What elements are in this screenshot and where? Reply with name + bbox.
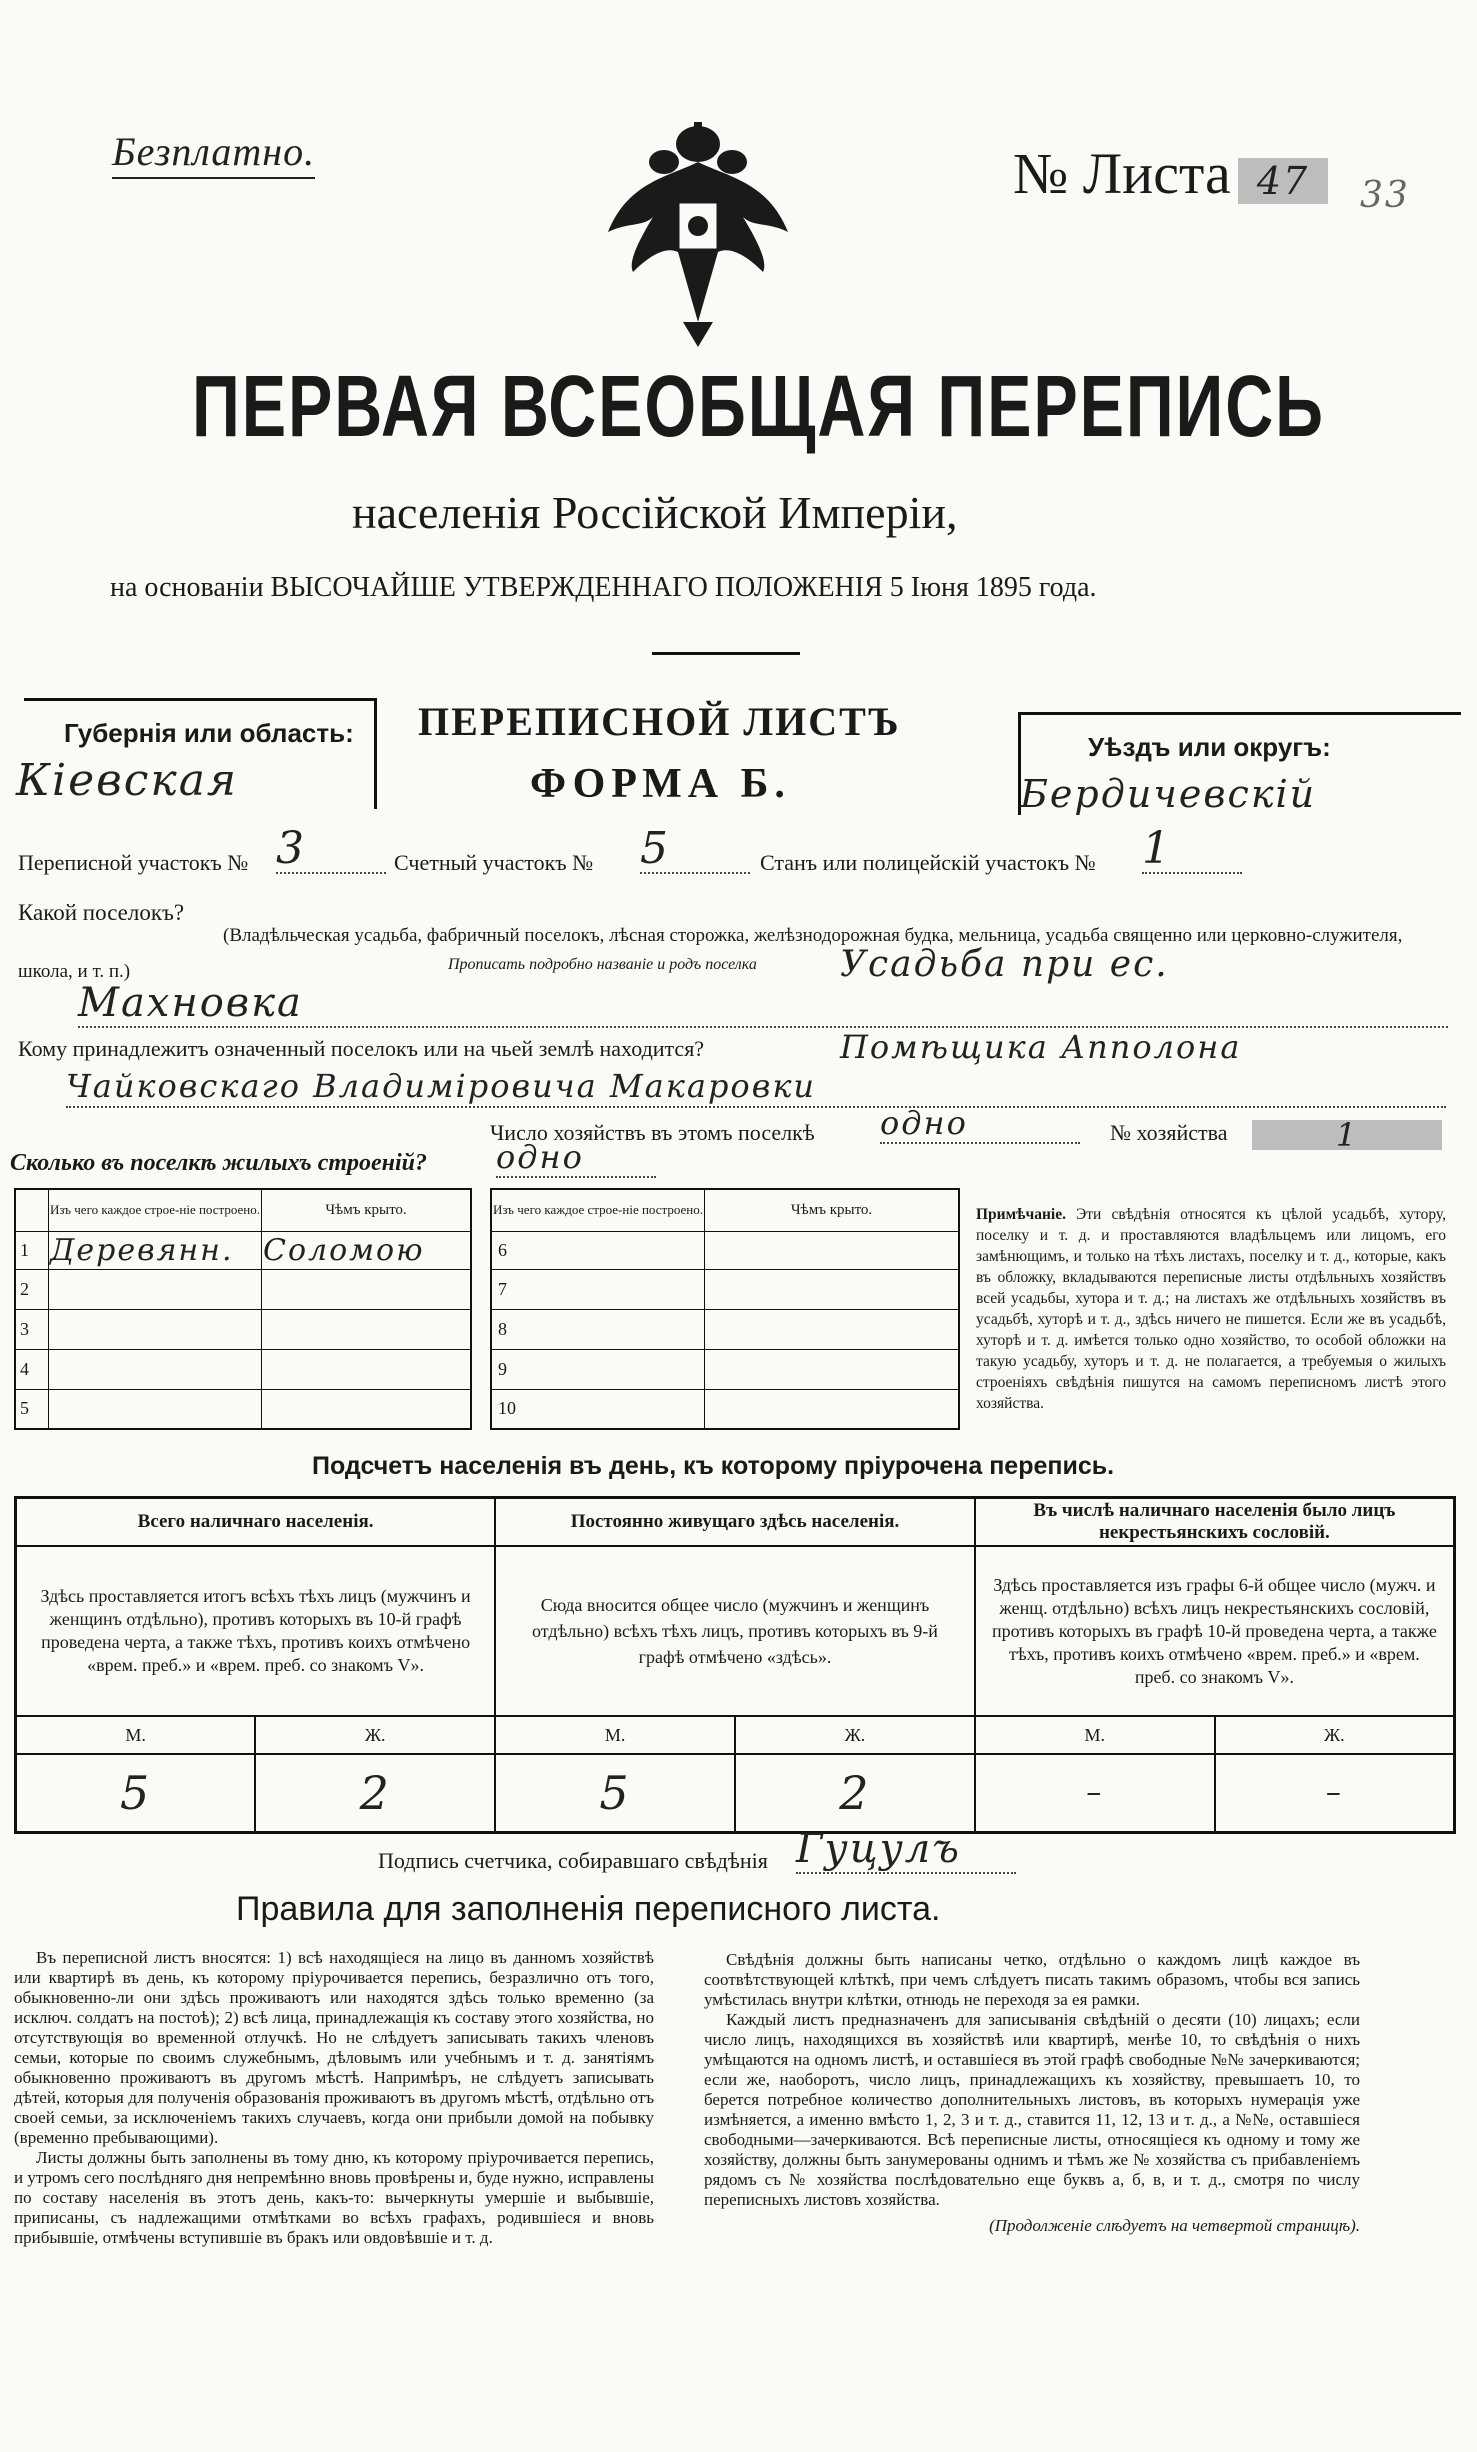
building-material[interactable]: Деревянн.	[49, 1231, 262, 1269]
count-area-value[interactable]: 5	[640, 826, 750, 874]
total-present-description: Здѣсь проставляется итогъ всѣхъ тѣхъ лицъ (мужчинъ и женщинъ отдѣльно), противъ которыхъ въ 10-й графѣ проведена черта, а также тѣхъ, противъ коихъ отмѣчено «врем. преб.» и «врем. преб. со знакомъ V».	[16, 1546, 496, 1716]
census-title: ПЕРВАЯ ВСЕОБЩАЯ ПЕРЕПИСЬ	[192, 357, 1325, 455]
district-value[interactable]: Бердичевскій	[1020, 772, 1317, 816]
building-row: 3	[15, 1309, 471, 1349]
rules-left-column	[14, 1948, 654, 2248]
building-roof[interactable]	[262, 1309, 472, 1349]
building-row: 1 Деревянн. Соломою	[15, 1231, 471, 1269]
building-roof[interactable]: Соломою	[262, 1231, 472, 1269]
households-label: Число хозяйствъ въ этомъ поселкѣ	[490, 1120, 815, 1145]
building-row-number[interactable]: 6	[491, 1231, 705, 1269]
owner-label: Кому принадлежитъ означенный поселокъ или на чьей землѣ находится?	[18, 1036, 705, 1061]
household-number-label: № хозяйства	[1110, 1120, 1228, 1145]
total-present-header: Всего наличнаго населенія.	[16, 1498, 496, 1547]
permanent-residents-header: Постоянно живущаго здѣсь населенія.	[495, 1498, 975, 1547]
building-roof[interactable]	[705, 1389, 960, 1429]
col-roof-header: Чѣмъ крыто.	[705, 1189, 960, 1231]
rules-paragraph: Листы должны быть заполнены въ тому дню, къ которому пріурочивается перепись, и утромъ сего послѣдняго дня непремѣнно вновь провѣрены и, буде нужно, исправлены по составу населенія въ этотъ день, какъ-то: вычеркнуты умершіе и выбывшіе, приписаны, съ надлежащими отмѣтками во всѣхъ графахъ, родившіеся и вновь прибывшіе, отмѣчены вступившіе въ бракъ или овдовѣвшіе и т. д.	[14, 2148, 654, 2247]
building-row-number[interactable]: 9	[491, 1349, 705, 1389]
building-row: 4	[15, 1349, 471, 1389]
district-label: Уѣздъ или округъ:	[1088, 732, 1331, 762]
buildings-table-left	[14, 1188, 472, 1430]
permanent-male-value[interactable]: 5	[495, 1754, 735, 1832]
buildings-label: Сколько въ поселкѣ жилыхъ строеній?	[10, 1150, 427, 1176]
female-col-header: Ж.	[1215, 1716, 1455, 1754]
sheet-number-value[interactable]: 47	[1238, 158, 1328, 204]
margin-note: 33	[1360, 175, 1410, 216]
settlement-instruction: Прописать подробно названіе и родъ поселка	[448, 956, 757, 973]
form-label: ФОРМА Б.	[530, 761, 791, 807]
settlement-hint: (Владѣльческая усадьба, фабричный поселокъ, лѣсная сторожка, желѣзнодорожная будка, мельница, усадьба священно или церковно-служителя, школа, и т. п.)	[18, 925, 1403, 982]
buildings-table-right	[490, 1188, 960, 1430]
census-area-label: Переписной участокъ №	[18, 850, 249, 875]
building-roof[interactable]	[705, 1309, 960, 1349]
note-text: Эти свѣдѣнія относятся къ цѣлой усадьбѣ, хутору, поселку и т. д. и проставляются владѣльцемъ или лицомъ, его замѣнющимъ, и только на тѣхъ листахъ, поселку и т. д., которые, какъ въ обложку, вкладываются переписные листы отдѣльныхъ хозяйствъ всей усадьбы, хутора и т. д.; на листахъ же отдѣльныхъ хозяйствъ въ усадьбѣ, хуторѣ и т. д., здѣсь ничего не пишется. Если же въ усадьбѣ, хуторѣ и т. д. имѣется только одно хозяйство, то особой обложки на такую усадьбу, хуторъ и т. д. не полагается, а требуемыя о жилыхъ строеніяхъ свѣдѣнія пишутся на самомъ переписномъ листѣ этого хозяйства.	[976, 1206, 1446, 1412]
building-row-number[interactable]: 7	[491, 1269, 705, 1309]
total-female-value[interactable]: 2	[255, 1754, 495, 1832]
form-name: ПЕРЕПИСНОЙ ЛИСТЪ	[418, 699, 901, 744]
household-number-value[interactable]: 1	[1252, 1120, 1442, 1150]
province-label: Губернія или область:	[64, 718, 354, 748]
building-row: 5	[15, 1389, 471, 1429]
census-area-value[interactable]: 3	[276, 826, 386, 874]
stan-label: Станъ или полицейскій участокъ №	[760, 850, 1096, 875]
permanent-residents-description: Сюда вносится общее число (мужчинъ и женщинъ отдѣльно) всѣхъ тѣхъ лицъ, противъ которыхъ въ 9-й графѣ отмѣчено «здѣсь».	[495, 1546, 975, 1716]
non-peasant-description: Здѣсь проставляется изъ графы 6-й общее число (мужч. и женщ. отдѣльно) всѣхъ лицъ некрестьянскихъ сословій, противъ которыхъ въ графѣ 10-й проведена черта, а также тѣхъ, противъ коихъ отмѣчено «врем. преб.» и «врем. преб. со знакомъ V».	[975, 1546, 1455, 1716]
non-peasant-female-value[interactable]: –	[1215, 1754, 1455, 1832]
census-basis: на основаніи ВЫСОЧАЙШЕ УТВЕРЖДЕННАГО ПОЛОЖЕНІЯ 5 Іюня 1895 года.	[110, 572, 1097, 603]
title-divider	[652, 652, 800, 655]
settlement-value-1[interactable]: Усадьба при ес.	[840, 944, 1169, 985]
building-roof[interactable]	[705, 1231, 960, 1269]
signature-label: Подпись счетчика, собиравшаго свѣдѣнія	[378, 1848, 768, 1873]
building-material[interactable]	[49, 1389, 262, 1429]
building-row: 2	[15, 1269, 471, 1309]
settlement-value-2[interactable]: Махновка	[78, 980, 1448, 1028]
count-title: Подсчетъ населенія въ день, къ которому пріурочена перепись.	[312, 1452, 1115, 1480]
rules-right-column	[704, 1950, 1360, 2236]
building-material[interactable]	[49, 1309, 262, 1349]
building-row-number[interactable]: 8	[491, 1309, 705, 1349]
male-col-header: М.	[16, 1716, 256, 1754]
non-peasant-header: Въ числѣ наличнаго населенія было лицъ некрестьянскихъ сословій.	[975, 1498, 1455, 1547]
male-col-header: М.	[495, 1716, 735, 1754]
rules-title: Правила для заполненія переписного листа.	[236, 1890, 941, 1928]
rules-paragraph: Каждый листъ предназначенъ для записыванія свѣдѣній о десяти (10) лицахъ; если число лицъ, находящихся въ хозяйствѣ или квартирѣ, менѣе 10, то свѣдѣнія о нихъ умѣщаются на одномъ листѣ, и оставшіеся въ этой графѣ свободные №№ зачеркиваются; если же, наоборотъ, число лицъ, принадлежащихъ къ хозяйству, превышаетъ 10, то берется потребное количество дополнительныхъ листовъ, въ которыхъ нумерація уже измѣняется, а именно вмѣсто 1, 2, 3 и т. д., ставится 11, 12, 13 и т. д., а №№, оставшіеся свободными—зачеркиваются. Всѣ переписные листы, относящіеся къ одному и тому же хозяйству, должны быть занумерованы однимъ и тѣмъ же № хозяйства съ прибавленіемъ рядомъ съ № хозяйства послѣдовательно еще буквъ а, б, в, и т. д., смотря по числу переписныхъ листовъ хозяйства.	[704, 2010, 1360, 2209]
female-col-header: Ж.	[735, 1716, 975, 1754]
total-male-value[interactable]: 5	[16, 1754, 256, 1832]
building-material[interactable]	[49, 1269, 262, 1309]
note-title: Примѣчаніе.	[976, 1206, 1066, 1223]
population-count-table	[14, 1496, 1456, 1834]
building-roof[interactable]	[705, 1269, 960, 1309]
enumerator-signature[interactable]: Гуцулъ	[796, 1826, 1016, 1874]
building-roof[interactable]	[262, 1349, 472, 1389]
building-material[interactable]	[49, 1349, 262, 1389]
census-subtitle: населенія Россійской Имперіи,	[352, 487, 958, 538]
settlement-label: Какой поселокъ?	[18, 900, 185, 925]
sheet-number-label: № Листа	[1013, 141, 1231, 206]
permanent-female-value[interactable]: 2	[735, 1754, 975, 1832]
note-block	[976, 1204, 1446, 1414]
building-roof[interactable]	[262, 1269, 472, 1309]
owner-value-1[interactable]: Помѣщика Апполона	[840, 1028, 1242, 1066]
free-label: Безплатно.	[112, 128, 315, 179]
coat-of-arms-emblem	[598, 122, 798, 352]
owner-value-2[interactable]: Чайковскаго Владиміровича Макаровки	[66, 1066, 1446, 1108]
count-area-label: Счетный участокъ №	[394, 850, 594, 875]
rules-continue-note: (Продолженіе слѣдуетъ на четвертой страницѣ).	[989, 2216, 1360, 2235]
rules-paragraph: Въ переписной листъ вносятся: 1) всѣ находящіеся на лицо въ данномъ хозяйствѣ или квартирѣ въ день, къ которому пріурочивается перепись, безразлично отъ того, обыкновенно-ли они здѣсь проживаютъ или находятся здѣсь только временно (за исключ. солдатъ на постоѣ); 2) всѣ лица, принадлежащія къ составу этого хозяйства, но отсутствующія во временной отлучкѣ. Но не слѣдуетъ записывать такихъ членовъ семьи, которые по своимъ служебнымъ, дѣловымъ или учебнымъ и т. д. занятіямъ обыкновенно проживаютъ въ другомъ мѣстѣ. Напримѣръ, не слѣдуетъ записывать дѣтей, которыя для полученія образованія проживаютъ въ другомъ мѣстѣ, отдѣльно отъ своей семьи, за исключеніемъ такихъ случаевъ, когда они прибыли домой на побывку (временно пребывающими).	[14, 1948, 654, 2147]
non-peasant-male-value[interactable]: –	[975, 1754, 1215, 1832]
col-material-header: Изъ чего каждое строе-ніе построено.	[491, 1189, 705, 1231]
buildings-value[interactable]: одно	[496, 1138, 656, 1178]
building-roof[interactable]	[262, 1389, 472, 1429]
col-roof-header: Чѣмъ крыто.	[262, 1189, 472, 1231]
stan-value[interactable]: 1	[1142, 826, 1242, 874]
female-col-header: Ж.	[255, 1716, 495, 1754]
male-col-header: М.	[975, 1716, 1215, 1754]
building-row-number[interactable]: 10	[491, 1389, 705, 1429]
rules-paragraph: Свѣдѣнія должны быть написаны четко, отдѣльно о каждомъ лицѣ каждое въ соотвѣтствующей клѣткѣ, при чемъ слѣдуетъ писать такимъ образомъ, чтобы вся запись умѣстилась внутри клѣтки, отнюдь не переходя за ея рамки.	[704, 1950, 1360, 2009]
col-material-header: Изъ чего каждое строе-ніе построено.	[49, 1189, 262, 1231]
building-roof[interactable]	[705, 1349, 960, 1389]
province-value[interactable]: Кіевская	[16, 755, 239, 806]
households-value[interactable]: одно	[880, 1104, 1080, 1144]
